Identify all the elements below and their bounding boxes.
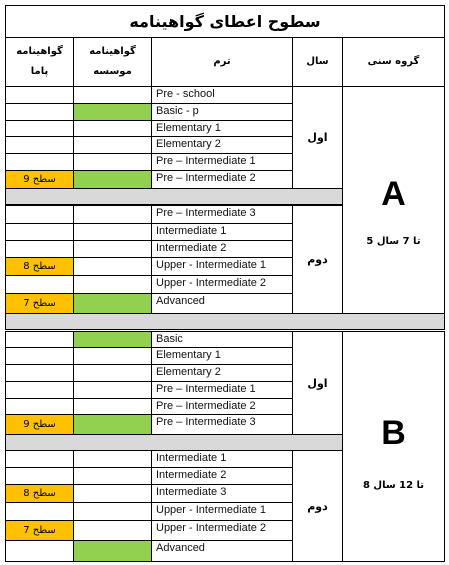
pama-level-badge: سطح 7 <box>5 520 74 541</box>
term-cell: Intermediate 2 <box>151 467 293 485</box>
term-cell: Upper - Intermediate 1 <box>151 502 293 521</box>
column-header-age-group: گروه سنی <box>342 37 445 87</box>
term-cell: Elementary 2 <box>151 364 293 382</box>
term-cell: Intermediate 1 <box>151 223 293 241</box>
institute-certificate-marker <box>73 170 152 189</box>
year-label: دوم <box>292 450 343 562</box>
institute-cell <box>73 364 152 382</box>
institute-cell <box>73 86 152 104</box>
institute-cell <box>73 381 152 399</box>
pama-cell <box>5 467 74 485</box>
pama-cell <box>5 223 74 241</box>
year-label: دوم <box>292 205 343 314</box>
pama-level-badge: سطح 9 <box>5 170 74 189</box>
institute-cell <box>73 136 152 154</box>
term-cell: Pre – Intermediate 1 <box>151 381 293 399</box>
pama-level-badge: سطح 7 <box>5 293 74 314</box>
age-group-cell <box>342 331 445 562</box>
institute-cell <box>73 467 152 485</box>
term-cell: Pre – Intermediate 2 <box>151 170 293 189</box>
pama-level-badge: سطح 8 <box>5 257 74 276</box>
age-group-cell <box>342 86 445 314</box>
pama-cell <box>5 331 74 348</box>
pama-cell <box>5 381 74 399</box>
pama-cell <box>5 240 74 258</box>
term-cell: Elementary 1 <box>151 120 293 137</box>
term-cell: Elementary 1 <box>151 347 293 365</box>
term-cell: Pre - school <box>151 86 293 104</box>
institute-certificate-marker <box>73 331 152 348</box>
age-range-label: 8 تا 12 سال <box>362 480 425 491</box>
age-range-label: 5 تا 7 سال <box>366 236 421 247</box>
pama-level-badge: سطح 8 <box>5 484 74 503</box>
institute-cell <box>73 398 152 415</box>
term-cell: Advanced <box>151 293 293 314</box>
institute-certificate-marker <box>73 293 152 314</box>
term-cell: Upper - Intermediate 2 <box>151 275 293 294</box>
year-label: اول <box>292 86 343 189</box>
institute-cell <box>73 223 152 241</box>
institute-cell <box>73 153 152 171</box>
term-cell: Pre – Intermediate 1 <box>151 153 293 171</box>
pama-cell <box>5 450 74 468</box>
table-title: سطوح اعطای گواهینامه <box>5 5 445 38</box>
pama-cell <box>5 398 74 415</box>
institute-cell <box>73 240 152 258</box>
year-label: اول <box>292 331 343 435</box>
column-header-institute-certificate: گواهینامه موسسه <box>73 37 152 87</box>
institute-cell <box>73 120 152 137</box>
term-cell: Intermediate 3 <box>151 484 293 503</box>
column-header-pama-certificate: گواهینامه پاما <box>5 37 74 87</box>
pama-cell <box>5 364 74 382</box>
pama-cell <box>5 153 74 171</box>
column-header-term: ترم <box>151 37 293 87</box>
pama-cell <box>5 136 74 154</box>
year-separator-row <box>5 434 343 451</box>
pama-cell <box>5 275 74 294</box>
institute-cell <box>73 502 152 521</box>
institute-certificate-marker <box>73 414 152 435</box>
institute-cell <box>73 205 152 224</box>
term-cell: Advanced <box>151 540 293 562</box>
term-cell: Pre – Intermediate 3 <box>151 414 293 435</box>
term-cell: Upper - Intermediate 2 <box>151 520 293 541</box>
institute-certificate-marker <box>73 540 152 562</box>
column-header-year: سال <box>292 37 343 87</box>
pama-cell <box>5 540 74 562</box>
institute-cell <box>73 275 152 294</box>
term-cell: Pre – Intermediate 2 <box>151 398 293 415</box>
group-separator-row <box>5 313 445 330</box>
pama-cell <box>5 120 74 137</box>
age-group-letter: A <box>381 175 406 213</box>
term-cell: Pre – Intermediate 3 <box>151 205 293 224</box>
age-group-letter: B <box>381 414 406 452</box>
term-cell: Intermediate 1 <box>151 450 293 468</box>
pama-cell <box>5 103 74 121</box>
year-separator-row <box>5 188 343 205</box>
pama-cell <box>5 347 74 365</box>
pama-cell <box>5 502 74 521</box>
term-cell: Basic - p <box>151 103 293 121</box>
institute-cell <box>73 484 152 503</box>
term-cell: Upper - Intermediate 1 <box>151 257 293 276</box>
institute-cell <box>73 450 152 468</box>
pama-cell <box>5 205 74 224</box>
institute-cell <box>73 520 152 541</box>
term-cell: Intermediate 2 <box>151 240 293 258</box>
term-cell: Basic <box>151 331 293 348</box>
institute-cell <box>73 347 152 365</box>
pama-level-badge: سطح 9 <box>5 414 74 435</box>
pama-cell <box>5 86 74 104</box>
institute-certificate-marker <box>73 103 152 121</box>
term-cell: Elementary 2 <box>151 136 293 154</box>
institute-cell <box>73 257 152 276</box>
